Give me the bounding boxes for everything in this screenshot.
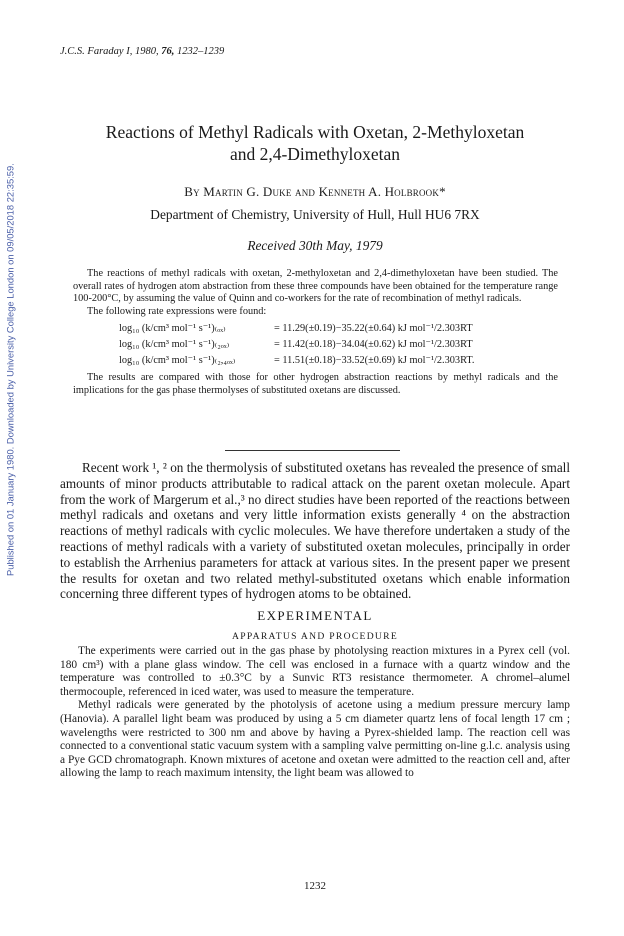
abstract-paragraph: The following rate expressions were found: <box>87 305 267 317</box>
journal-name: J.C.S. Faraday I, <box>60 46 133 57</box>
journal-year: 1980, <box>134 46 159 57</box>
title-line-1: Reactions of Methyl Radicals with Oxetan, 2-Methyloxetan <box>105 122 525 142</box>
rate-equation <box>119 337 558 353</box>
section-divider <box>225 450 400 451</box>
author-line <box>60 184 570 200</box>
author-2: Kenneth A. Holbrook* <box>318 184 446 199</box>
abstract <box>73 268 558 398</box>
author-1: Martin G. Duke <box>203 184 292 199</box>
equation-lhs: log₁₀ (k/cm³ mol⁻¹ s⁻¹)₍₂,₄ₒₓ₎ <box>119 355 236 367</box>
page-number: 1232 <box>304 880 326 892</box>
rate-equation <box>119 353 558 369</box>
abstract-paragraph: The results are compared with those for other hydrogen abstraction reactions by methyl radicals and the implications for the gas phase thermolyses of substituted oxetans are discussed. <box>73 372 558 396</box>
publication-watermark: Published on 01 January 1980. Downloaded by University College London on 09/05/2018 22:35:59. <box>4 163 16 577</box>
journal-pages: 1232–1239 <box>176 46 225 57</box>
abstract-paragraph: The reactions of methyl radicals with oxetan, 2-methyloxetan and 2,4-dimethyloxetan have been studied. The overall rates of hydrogen atom abstraction from these three compounds have been obtained for the temperature range 100-200°C, by assuming the value of Quinn and co-workers for the rate of recombination of methyl radicals. <box>73 268 558 305</box>
intro-paragraph: Recent work ¹, ² on the thermolysis of substituted oxetans has revealed the presence of small amounts of minor products attributable to radical attack on the parent oxetan molecule. Apart from the work of Margerum et al.,³ no direct studies have been reported of the reactions between methyl radicals and oxetans and very little information exists generally ⁴ on the abstraction reactions of methyl radicals with cyclic molecules. We have therefore undertaken a study of the reactions of methyl radicals with a variety of substituted oxetan molecules, principally in order to establish the Arrhenius parameters for attack at various sites. In the present paper we present the results for oxetan and two related methyl-substituted oxetans which enable information concerning three different types of hydrogen atoms to be obtained. <box>60 460 570 602</box>
journal-volume: 76, <box>161 46 175 57</box>
introduction <box>60 460 570 602</box>
equation-lhs: log₁₀ (k/cm³ mol⁻¹ s⁻¹)₍ₒₓ₎ <box>119 323 226 335</box>
rate-equation <box>119 321 558 337</box>
journal-citation <box>60 46 224 57</box>
author-prefix: By <box>184 184 200 199</box>
section-heading: EXPERIMENTAL <box>257 608 373 623</box>
equation-rhs: = 11.29(±0.19)−35.22(±0.64) kJ mol⁻¹/2.303RT <box>274 323 473 335</box>
rate-equations <box>119 321 558 369</box>
article-title <box>60 121 570 165</box>
equation-rhs: = 11.42(±0.18)−34.04(±0.62) kJ mol⁻¹/2.303RT <box>274 339 473 351</box>
subsection-heading: APPARATUS AND PROCEDURE <box>231 631 399 642</box>
equation-lhs: log₁₀ (k/cm³ mol⁻¹ s⁻¹)₍₂ₒₓ₎ <box>119 339 230 351</box>
author-conjunction: and <box>295 184 316 199</box>
experimental-paragraph: The experiments were carried out in the gas phase by photolysing reaction mixtures in a Pyrex cell (vol. 180 cm³) with a plane glass window. The cell was enclosed in a furnace with a quartz window and the temperature was controlled to ±0.3°C by a Sunvic RT3 resistance thermometer. A chromel–alumel thermocouple, referenced in iced water, was used to measure the temperature. <box>60 645 570 698</box>
title-line-2: and 2,4-Dimethyloxetan <box>229 144 401 164</box>
experimental-paragraph: Methyl radicals were generated by the photolysis of acetone using a medium pressure mercury lamp (Hanovia). A parallel light beam was produced by using a 5 cm diameter quartz lens of focal length 17 cm ; wavelengths were restricted to 300 nm and above by having a Pyrex-shielded lamp. The reaction cell was connected to a conventional static vacuum system with a sampling valve permitting on-line g.l.c. analysis using a Pye GCD chromatograph. Known mixtures of acetone and oxetan were admitted to the reaction cell and, after allowing the lamp to reach maximum intensity, the light beam was allowed to <box>60 699 570 780</box>
experimental-text <box>60 645 570 781</box>
equation-rhs: = 11.51(±0.18)−33.52(±0.69) kJ mol⁻¹/2.303RT. <box>274 355 475 367</box>
affiliation: Department of Chemistry, University of Hull, Hull HU6 7RX <box>150 207 480 222</box>
received-date: Received 30th May, 1979 <box>247 238 383 253</box>
